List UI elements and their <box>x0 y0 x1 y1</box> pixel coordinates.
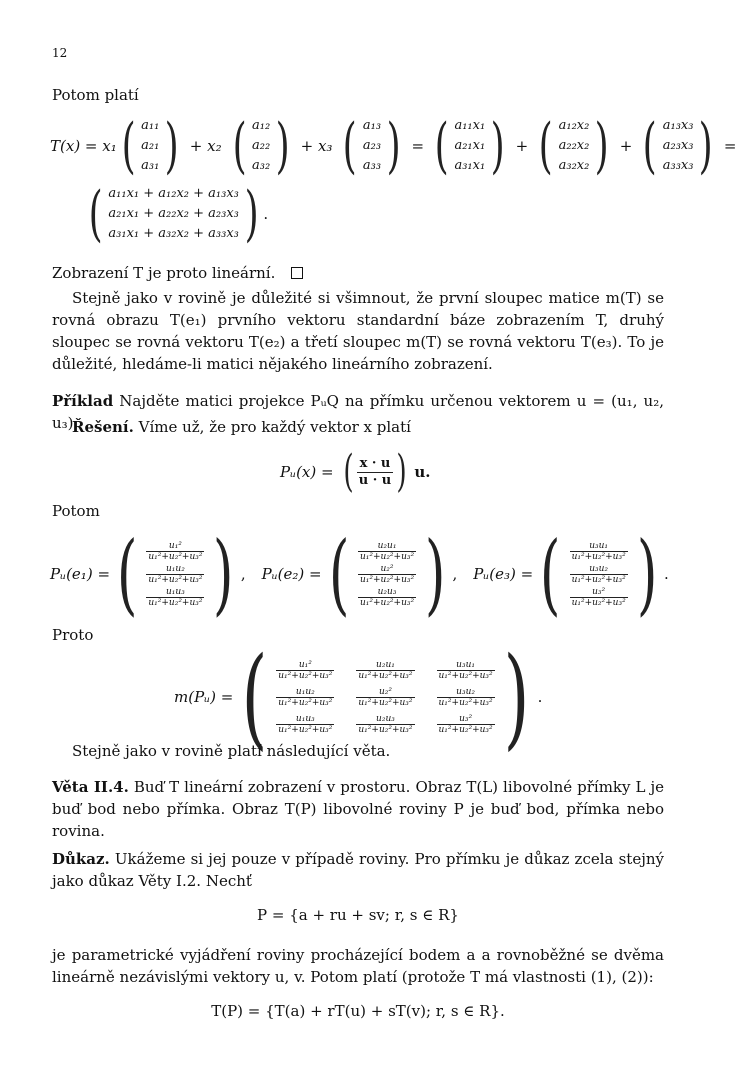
matrix-m-pu: ( $\frac{\text{u₁²}}{\text{u₁²+u₂²+u₃²}}$ $\frac{\text{u₂u₁}}{\text{u₁²+u₂²+u₃²}}$ $\frac{\text{u₃u₁}}{\text{u₁²+u₂²+u₃²}}$ $\frac{\text{u₁u₂}}{\text{u₁²+u₂²+u₃²}}$ $\frac{\text{u₂²}}{\text{u₁²+u₂²+u₃²}}$ $\frac{\text{u₃u₂}}{\text{u₁²+u₂²+u₃²}}$ $\frac{\text{u₁u₃}}{\text{u₁²+u₂²+u₃²}}$ $\frac{\text{u₂u₃}}{\text{u₁²+u₂²+u₃²}}$ $\frac{\text{u₃²}}{\text{u₁²+u₂²+u₃²}}$ ) <box>241 633 529 761</box>
vector-col2: ( a₁₂ a₂₂ a₃₂ ) <box>232 111 290 181</box>
eq-plus-2: + <box>619 137 633 155</box>
text-analogous: Stejně jako v rovině platí následující věta. <box>72 742 391 760</box>
projection-basis-row: Pᵤ(e₁) = ( $\frac{\text{u₁²}}{\text{u₁²+u₂²+u₃²}}$ $\frac{\text{u₁u₂}}{\text{u₁²+u₂²+u₃²}}$ $\frac{\text{u₁u₃}}{\text{u₁²+u₂²+u₃²}}$ ) , Pᵤ(e₂) = ( $\frac{\text{u₂u₁}}{\text{u₁²+u₂²+u₃²}}$ $\frac{\text{u₂²}}{\text{u₁²+u₂²+u₃²}}$ $\frac{\text{u₂u₃}}{\text{u₁²+u₂²+u₃²}}$ ) , Pᵤ(e₃) = ( $\frac{\text{u₃u₁}}{\text{u₁²+u₂²+u₃²}}$ $\frac{\text{u₃u₂}}{\text{u₁²+u₂²+u₃²}}$ $\frac{\text{u₃²}}{\text{u₁²+u₂²+u₃²}}$ ) . <box>50 522 669 625</box>
text-potom: Potom <box>52 502 100 520</box>
eq-plus-x3: + x₃ <box>300 137 333 155</box>
projection-matrix: m(Pᵤ) = ( $\frac{\text{u₁²}}{\text{u₁²+u₂²+u₃²}}$ $\frac{\text{u₂u₁}}{\text{u₁²+u₂²+u₃²}}$ $\frac{\text{u₃u₁}}{\text{u₁²+u₂²+u₃²}}$ $\frac{\text{u₁u₂}}{\text{u₁²+u₂²+u₃²}}$ $\frac{\text{u₂²}}{\text{u₁²+u₂²+u₃²}}$ $\frac{\text{u₃u₂}}{\text{u₁²+u₂²+u₃²}}$ $\frac{\text{u₁u₃}}{\text{u₁²+u₂²+u₃²}}$ $\frac{\text{u₂u₃}}{\text{u₁²+u₂²+u₃²}}$ $\frac{\text{u₃²}}{\text{u₁²+u₂²+u₃²}}$ ) . <box>174 633 543 761</box>
vector-pe1: ( $\frac{\text{u₁²}}{\text{u₁²+u₂²+u₃²}}$ $\frac{\text{u₁u₂}}{\text{u₁²+u₂²+u₃²}}$ $\frac{\text{u₁u₃}}{\text{u₁²+u₂²+u₃²}}$ ) <box>116 522 234 625</box>
theorem-text: Buď T lineární zobrazení v prostoru. Obraz T(L) libovolné přímky L je buď bod nebo přímka. Obraz T(P) libovolné roviny P je buď bod, přímka nebo rovina. <box>52 778 664 840</box>
vector-col4: ( a₁₁x₁ a₂₁x₁ a₃₁x₁ ) <box>434 111 505 181</box>
plane-formula: P = {a + ru + sv; r, s ∈ R} <box>257 906 459 924</box>
vector-result: ( a₁₁x₁ + a₁₂x₂ + a₁₃x₃ a₂₁x₁ + a₂₂x₂ + a₂₃x₃ a₃₁x₁ + a₃₂x₂ + a₃₃x₃ ) <box>88 179 259 249</box>
page-number: 12 <box>52 46 68 60</box>
projection-formula: Pᵤ(x) = ( $\frac{x \cdot u}{u \cdot u}$ ) u. <box>280 446 431 497</box>
solution-text: Víme už, že pro každý vektor x platí <box>138 418 411 436</box>
paragraph-first-column: Stejně jako v rovině je důležité si všimnout, že první sloupec matice m(T) se rovná obrazu T(e₁) prvního vektoru standardní báze zobrazením T, druhý sloupec se rovná vektoru T(e₂) a třetí sloupec m(T) se rovná vektoru T(e₃). To je důležité, hledáme-li matici nějakého lineárního zobrazení. <box>52 289 664 373</box>
proof-label: Důkaz. <box>52 850 110 868</box>
vector-col1: ( a₁₁ a₂₁ a₃₁ ) <box>121 111 180 181</box>
vector-pe2: ( $\frac{\text{u₂u₁}}{\text{u₁²+u₂²+u₃²}}$ $\frac{\text{u₂²}}{\text{u₁²+u₂²+u₃²}}$ $\frac{\text{u₂u₃}}{\text{u₁²+u₂²+u₃²}}$ ) <box>328 522 446 625</box>
eq-equals: = <box>411 137 425 155</box>
vector-pe3: ( $\frac{\text{u₃u₁}}{\text{u₁²+u₂²+u₃²}}$ $\frac{\text{u₃u₂}}{\text{u₁²+u₂²+u₃²}}$ $\frac{\text{u₃²}}{\text{u₁²+u₂²+u₃²}}$ ) <box>540 522 658 625</box>
text-potom-plati: Potom platí <box>52 86 139 104</box>
proof-block <box>52 848 664 892</box>
text-proto: Proto <box>52 626 94 644</box>
eq-equals-2: = <box>723 137 737 155</box>
vector-col3: ( a₁₃ a₂₃ a₃₃ ) <box>343 111 401 181</box>
image-formula: T(P) = {T(a) + rT(u) + sT(v); r, s ∈ R}. <box>211 1002 505 1020</box>
vector-col6: ( a₁₃x₃ a₂₃x₃ a₃₃x₃ ) <box>643 111 714 181</box>
vector-col5: ( a₁₂x₂ a₂₂x₂ a₃₂x₂ ) <box>538 111 610 181</box>
solution-label: Řešení. <box>72 418 134 436</box>
equation-result-vector: ( a₁₁x₁ + a₁₂x₂ + a₁₃x₃ a₂₁x₁ + a₂₂x₂ + a₂₃x₃ a₃₁x₁ + a₃₂x₂ + a₃₃x₃ ) . <box>84 184 268 244</box>
eq-plus: + <box>515 137 529 155</box>
example-text: Najděte matici projekce PᵤQ na přímku určenou vektorem u = (u₁, u₂, u₃). <box>52 392 664 432</box>
solution-block <box>52 416 664 438</box>
example-label: Příklad <box>52 392 114 410</box>
eq-plus-x2: + x₂ <box>189 137 222 155</box>
paragraph-parametric: je parametrické vyjádření roviny procházející bodem a a rovnoběžné se dvěma lineárně nezávislými vektory u, v. Potom platí (protože T má vlastnosti (1), (2)): <box>52 946 664 986</box>
equation-linear-combination <box>50 111 742 181</box>
qed-square-icon <box>291 267 303 279</box>
proof-text: Ukážeme si jej pouze v případě roviny. Pro přímku je důkaz zcela stejný jako důkaz Věty I.2. Nechť <box>52 850 664 890</box>
theorem-label: Věta II.4. <box>52 778 129 796</box>
theorem-block <box>52 776 664 842</box>
eq-lhs: T(x) = x₁ <box>50 137 117 155</box>
text-linear: Zobrazení T je proto lineární. <box>52 262 664 284</box>
